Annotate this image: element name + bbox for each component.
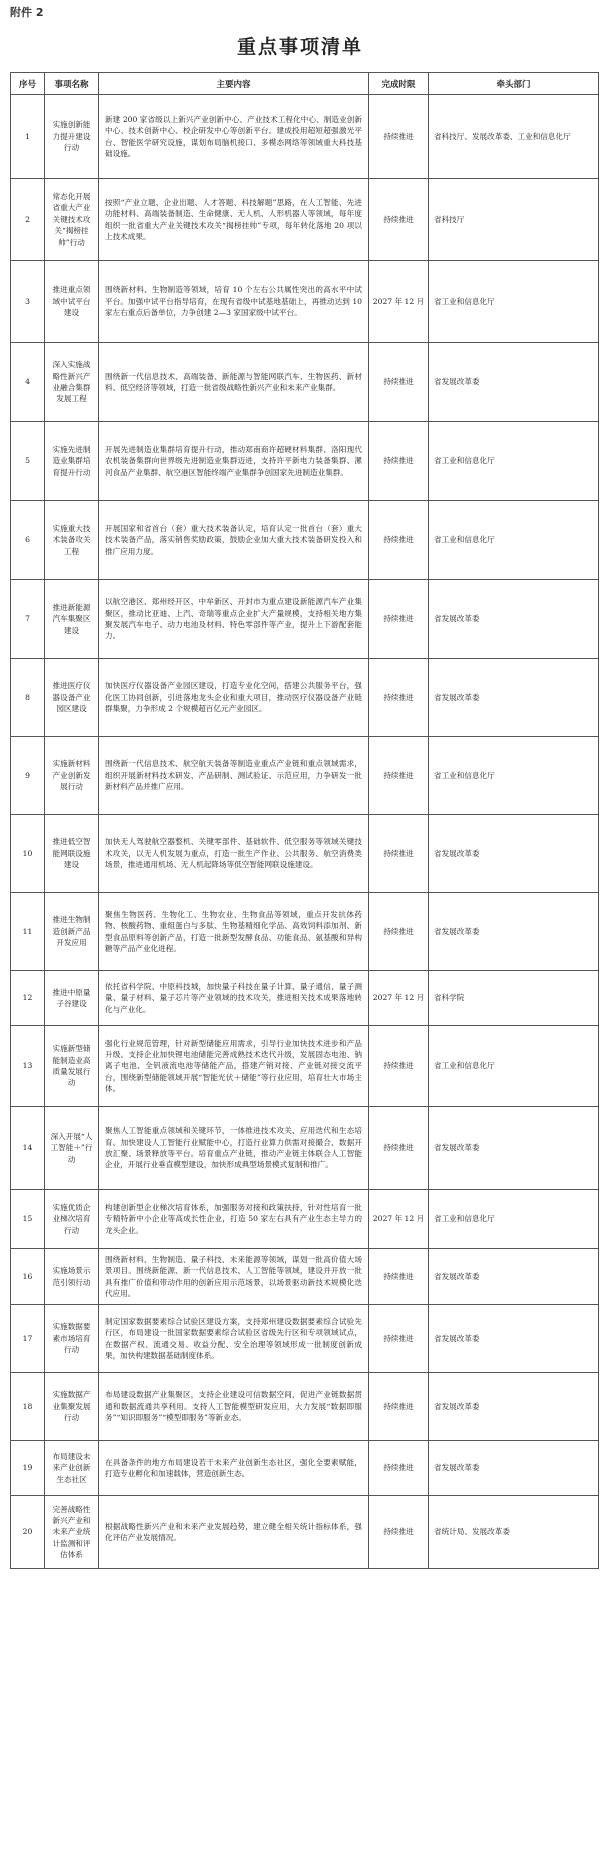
item-name: 完善战略性新兴产业和未来产业统计监测和评估体系: [45, 1496, 99, 1569]
table-row: [11, 422, 599, 501]
header-name: 事项名称: [45, 73, 99, 95]
table-row: [11, 1249, 599, 1305]
table-row: [11, 179, 599, 261]
item-content: 围绕新材料、生物制造、量子科技、未来能源等领域，谋划一批高价值大场景项目。围绕新能源、新一代信息技术、人工智能等领域，建设并开放一批具有推广价值和带动作用的创新应用示范场景，以场景驱动新技术规模化迭代应用。: [99, 1249, 369, 1305]
item-deadline: 持续推进: [369, 179, 429, 261]
row-number: 14: [11, 1107, 45, 1190]
item-content: 依托省科学院、中原科技城，加快量子科技在量子计算、量子通信、量子测量、量子材料、量子芯片等产业领域的技术攻关，推进相关技术成果落地转化与产业化。: [99, 971, 369, 1026]
table-row: [11, 1190, 599, 1249]
item-department: 省发展改革委: [429, 659, 599, 737]
item-department: 省工业和信息化厅: [429, 737, 599, 815]
item-name: 实施新型储能制造业高质量发展行动: [45, 1026, 99, 1107]
item-department: 省科技厅: [429, 179, 599, 261]
row-number: 19: [11, 1441, 45, 1496]
table-row: [11, 343, 599, 422]
header-time: 完成时限: [369, 73, 429, 95]
item-content: 强化行业规范管理，针对新型储能应用需求，引导行业加快技术进步和产品升级。支持企业加快锂电池储能完善成熟技术迭代升级，发展固态电池、钠离子电池、全钒液流电池等储能产品，搭建产销对接、产业链对接交流平台，围绕新型储能领域开展“智能光伏＋储能”等行业应用，培育壮大市场主体。: [99, 1026, 369, 1107]
item-deadline: 持续推进: [369, 1441, 429, 1496]
item-name: 常态化开展省重大产业关键技术攻关“揭榜挂帅”行动: [45, 179, 99, 261]
row-number: 2: [11, 179, 45, 261]
item-department: 省发展改革委: [429, 893, 599, 971]
row-number: 13: [11, 1026, 45, 1107]
item-name: 深入开展“人工智能＋”行动: [45, 1107, 99, 1190]
table-row: [11, 1107, 599, 1190]
row-number: 7: [11, 580, 45, 659]
table-row: [11, 580, 599, 659]
row-number: 20: [11, 1496, 45, 1569]
item-deadline: 持续推进: [369, 1373, 429, 1441]
item-name: 实施新材料产业创新发展行动: [45, 737, 99, 815]
item-name: 实施优质企业梯次培育行动: [45, 1190, 99, 1249]
item-department: 省发展改革委: [429, 343, 599, 422]
item-content: 开展先进制造业集群培育提升行动，推动郑南商许超硬材料集群、洛阳现代农机装备集群向世界级先进制造业集群迈进，支持许平新电力装备集群、漯河食品产业集群、航空港区智能终端产业集群争创国家先进制造业集群。: [99, 422, 369, 501]
item-content: 加快医疗仪器设备产业园区建设，打造专业化空间，搭建公共服务平台，强化医工协同创新，引进落地龙头企业和重大项目，推动医疗仪器设备产业链群集聚，力争形成 2 个规模超百亿元产业园区。: [99, 659, 369, 737]
item-content: 制定国家数据要素综合试验区建设方案，支持郑州建设数据要素综合试验先行区，布局建设一批国家数据要素综合试验区省级先行区和专项领域试点，在数据产权、流通交易、收益分配、安全治理等领域形成一批制度创新成果，加快构建数据基础制度体系。: [99, 1305, 369, 1373]
row-number: 16: [11, 1249, 45, 1305]
table-row: [11, 1305, 599, 1373]
row-number: 3: [11, 261, 45, 343]
item-department: 省工业和信息化厅: [429, 422, 599, 501]
item-department: 省发展改革委: [429, 1305, 599, 1373]
table-row: [11, 501, 599, 580]
item-name: 深入实施战略性新兴产业融合集群发展工程: [45, 343, 99, 422]
item-department: 省发展改革委: [429, 1249, 599, 1305]
item-deadline: 持续推进: [369, 1107, 429, 1190]
item-name: 实施数据产业集聚发展行动: [45, 1373, 99, 1441]
item-department: 省科学院: [429, 971, 599, 1026]
item-deadline: 持续推进: [369, 1496, 429, 1569]
item-name: 实施数据要素市场培育行动: [45, 1305, 99, 1373]
item-deadline: 2027 年 12 月: [369, 261, 429, 343]
row-number: 8: [11, 659, 45, 737]
table-row: [11, 261, 599, 343]
item-department: 省发展改革委: [429, 1107, 599, 1190]
table-row: [11, 1441, 599, 1496]
item-content: 布局建设数据产业集聚区，支持企业建设可信数据空间，促进产业链数据贯通和数据流通共享利用。支持人工智能模型研发应用，大力发展“数据即服务”“知识即服务”“模型即服务”等新业态。: [99, 1373, 369, 1441]
item-department: 省科技厅、发展改革委、工业和信息化厅: [429, 95, 599, 179]
item-name: 布局建设未来产业创新生态社区: [45, 1441, 99, 1496]
item-name: 推进生物制造创新产品开发应用: [45, 893, 99, 971]
item-department: 省统计局、发展改革委: [429, 1496, 599, 1569]
item-content: 围绕新一代信息技术、航空航天装备等制造业重点产业链和重点领域需求，组织开展新材料技术研发、产品研制、测试验证、示范应用，力争研发一批新材料产品并推广应用。: [99, 737, 369, 815]
attachment-label: 附件 2: [10, 6, 44, 19]
item-name: 推进中原量子谷建设: [45, 971, 99, 1026]
item-name: 实施重大技术装备攻关工程: [45, 501, 99, 580]
item-deadline: 持续推进: [369, 95, 429, 179]
row-number: 17: [11, 1305, 45, 1373]
row-number: 9: [11, 737, 45, 815]
item-name: 推进医疗仪器设备产业园区建设: [45, 659, 99, 737]
row-number: 12: [11, 971, 45, 1026]
item-deadline: 持续推进: [369, 1026, 429, 1107]
item-name: 实施创新能力提升建设行动: [45, 95, 99, 179]
row-number: 1: [11, 95, 45, 179]
key-items-table: [10, 72, 599, 1569]
item-department: 省工业和信息化厅: [429, 1190, 599, 1249]
row-number: 10: [11, 815, 45, 893]
item-name: 推进低空智能网联设施建设: [45, 815, 99, 893]
item-deadline: 持续推进: [369, 1249, 429, 1305]
item-department: 省工业和信息化厅: [429, 261, 599, 343]
table-row: [11, 971, 599, 1026]
item-content: 根据战略性新兴产业和未来产业发展趋势，建立健全相关统计指标体系，强化评估产业发展情况。: [99, 1496, 369, 1569]
item-content: 构建创新型企业梯次培育体系，加强服务对接和政策扶持，针对性培育一批专精特新中小企业等高成长性企业，打造 50 家左右具有产业生态主导力的龙头企业。: [99, 1190, 369, 1249]
row-number: 18: [11, 1373, 45, 1441]
item-deadline: 持续推进: [369, 501, 429, 580]
item-department: 省发展改革委: [429, 1373, 599, 1441]
item-deadline: 持续推进: [369, 659, 429, 737]
item-content: 以航空港区、郑州经开区、中牟新区、开封市为重点建设新能源汽车产业集聚区，推动比亚迪、上汽、奇瑞等重点企业扩大产量规模，支持相关地方集聚发展汽车电子、动力电池及材料、特色零部件等产业，提升上下游配套能力。: [99, 580, 369, 659]
item-department: 省发展改革委: [429, 815, 599, 893]
item-content: 新建 200 家省级以上新兴产业创新中心、产业技术工程化中心、制造业创新中心、技术创新中心、校企研发中心等创新平台。建成投用超短超强激光平台、智能医学研究设施，谋划布局脑机接口、多模态网络等领域重大科技基础设施。: [99, 95, 369, 179]
item-content: 围绕新一代信息技术、高端装备、新能源与智能网联汽车、生物医药、新材料、低空经济等领域，打造一批省级战略性新兴产业和未来产业集群。: [99, 343, 369, 422]
item-content: 加快无人驾驶航空器整机、关键零部件、基础软件、低空服务等领域关键技术攻关，以无人机发展为重点，打造一批生产作业、公共服务、航空消费类场景，推进通用机场、无人机起降场等低空智能网联设施建设。: [99, 815, 369, 893]
table-row: [11, 659, 599, 737]
row-number: 5: [11, 422, 45, 501]
table-row: [11, 1026, 599, 1107]
item-deadline: 持续推进: [369, 422, 429, 501]
item-deadline: 持续推进: [369, 1305, 429, 1373]
item-content: 围绕新材料、生物制造等领域，培育 10 个左右公共属性突出的高水平中试平台。加强中试平台指导培育，在现有省级中试基地基础上，再推动达到 10 家左右重点后备单位，力争创建 2—3 家国家级中试平台。: [99, 261, 369, 343]
row-number: 15: [11, 1190, 45, 1249]
row-number: 4: [11, 343, 45, 422]
item-content: 开展国家和省首台（套）重大技术装备认定，培育认定一批首台（套）重大技术装备产品，落实销售奖励政策，鼓励企业加大重大技术装备研发投入和推广应用力度。: [99, 501, 369, 580]
item-department: 省工业和信息化厅: [429, 1026, 599, 1107]
table-row: [11, 95, 599, 179]
item-deadline: 持续推进: [369, 815, 429, 893]
header-no: 序号: [11, 73, 45, 95]
table-row: [11, 1373, 599, 1441]
table-header-row: [11, 73, 599, 95]
item-name: 实施场景示范引领行动: [45, 1249, 99, 1305]
header-dept: 牵头部门: [429, 73, 599, 95]
row-number: 11: [11, 893, 45, 971]
header-content: 主要内容: [99, 73, 369, 95]
item-department: 省工业和信息化厅: [429, 501, 599, 580]
table-row: [11, 815, 599, 893]
item-deadline: 持续推进: [369, 343, 429, 422]
item-name: 实施先进制造业集群培育提升行动: [45, 422, 99, 501]
item-deadline: 2027 年 12 月: [369, 1190, 429, 1249]
item-deadline: 持续推进: [369, 893, 429, 971]
item-deadline: 2027 年 12 月: [369, 971, 429, 1026]
item-content: 在具备条件的地方布局建设若干未来产业创新生态社区，强化全要素赋能，打造专业孵化和加速载体，营造创新生态。: [99, 1441, 369, 1496]
item-content: 聚焦人工智能重点领域和关键环节，一体推进技术攻关、应用迭代和生态培育。加快建设人工智能行业赋能中心，打造行业算力供需对接撮合、数据开放汇聚、场景释放等平台。培育重点产业链，推动产业链主体联合人工智能企业，开展行业垂直模型建设，加快形成典型场景模式复制和推广。: [99, 1107, 369, 1190]
row-number: 6: [11, 501, 45, 580]
table-row: [11, 893, 599, 971]
page-title: 重点事项清单: [236, 36, 363, 58]
table-row: [11, 1496, 599, 1569]
item-content: 按照“产业立题、企业出题、人才答题、科技解题”思路，在人工智能、先进功能材料、高端装备制造、生命健康、无人机、人形机器人等领域，每年度组织一批省重大产业关键技术攻关“揭榜挂帅”专项，每年转化落地 20 项以上技术成果。: [99, 179, 369, 261]
item-name: 推进重点领域中试平台建设: [45, 261, 99, 343]
item-department: 省发展改革委: [429, 580, 599, 659]
item-content: 聚焦生物医药、生物化工、生物农业、生物食品等领域，重点开发抗体药物、核酸药物、重组蛋白与多肽、生物基精细化学品、高效饲料添加剂、新型食品原料等创新产品，打造一批新型发酵食品、功能食品、氨基酸和异构糖等产品产业化进程。: [99, 893, 369, 971]
item-deadline: 持续推进: [369, 737, 429, 815]
item-department: 省发展改革委: [429, 1441, 599, 1496]
item-name: 推进新能源汽车集聚区建设: [45, 580, 99, 659]
table-row: [11, 737, 599, 815]
item-deadline: 持续推进: [369, 580, 429, 659]
